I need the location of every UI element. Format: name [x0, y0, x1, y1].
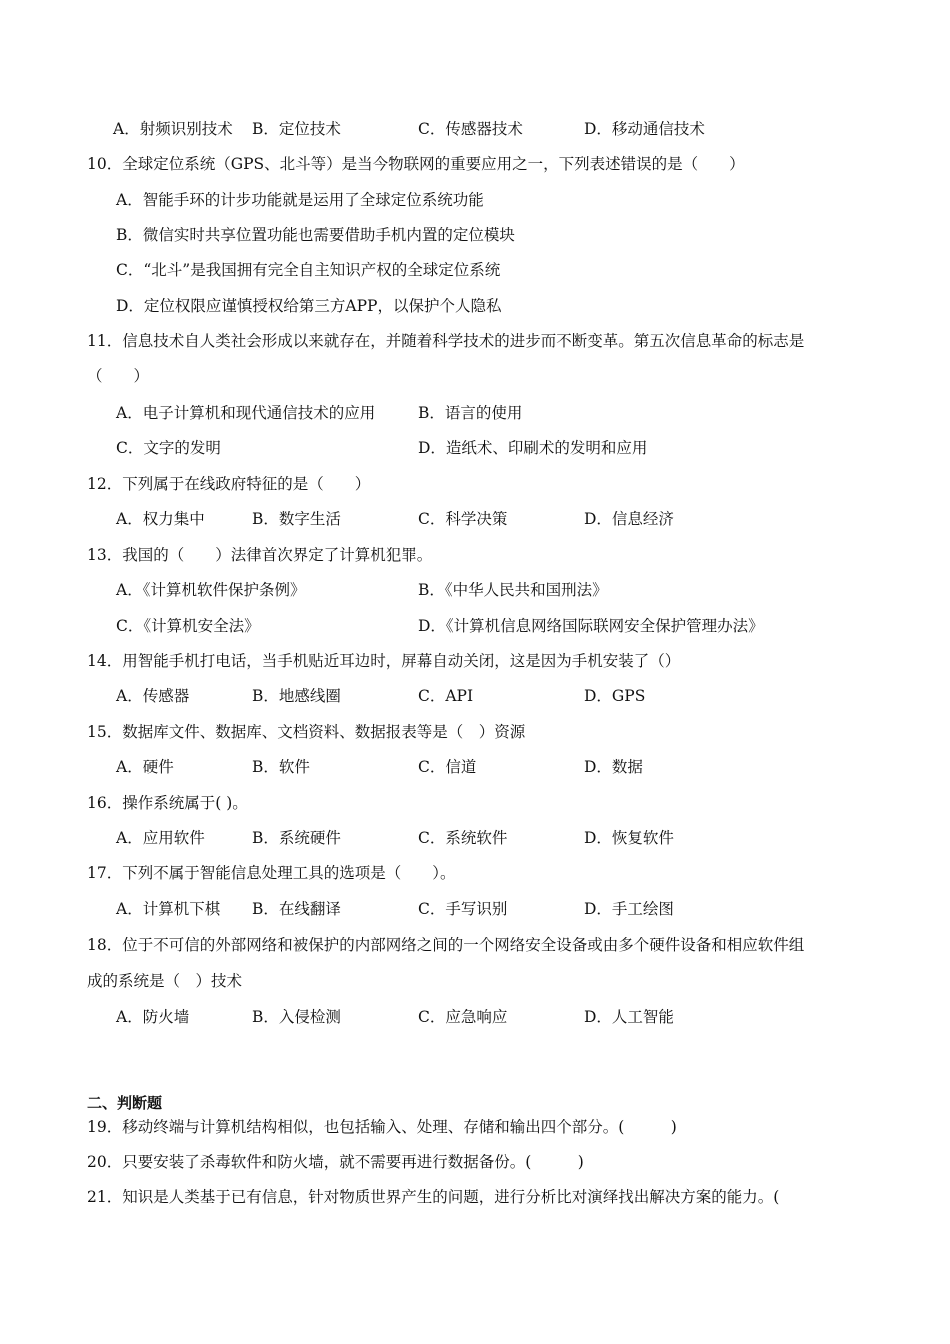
q10-option-a: A．智能手环的计步功能就是运用了全球定位系统功能	[116, 191, 484, 209]
q13-option-c: C．《计算机安全法》	[116, 617, 260, 635]
q10-option-d: D．定位权限应谨慎授权给第三方APP，以保护个人隐私	[116, 297, 502, 315]
q13-stem: 13．我国的（ ）法律首次界定了计算机犯罪。	[87, 546, 433, 564]
q17-stem: 17．下列不属于智能信息处理工具的选项是（ ）。	[87, 864, 456, 882]
q11-stem-continued: （ ）	[87, 367, 150, 385]
q11-option-d: D．造纸术、印刷术的发明和应用	[418, 439, 648, 457]
q9-option-b: B．定位技术	[252, 120, 341, 138]
q12-option-a: A．权力集中	[116, 510, 205, 528]
q16-option-a: A．应用软件	[116, 829, 205, 847]
q15-option-c: C．信道	[418, 758, 477, 776]
q10-option-b: B．微信实时共享位置功能也需要借助手机内置的定位模块	[116, 226, 515, 244]
q18-option-c: C．应急响应	[418, 1008, 508, 1026]
q18-option-d: D．人工智能	[584, 1008, 674, 1026]
q14-option-b: B．地感线圈	[252, 687, 341, 705]
q16-stem: 16．操作系统属于( )。	[87, 794, 248, 812]
q10-stem: 10．全球定位系统（GPS、北斗等）是当今物联网的重要应用之一，下列表述错误的是（ ）	[87, 155, 745, 173]
q11-option-a: A．电子计算机和现代通信技术的应用	[116, 404, 376, 422]
q15-option-b: B．软件	[252, 758, 310, 776]
q9-option-d: D．移动通信技术	[584, 120, 705, 138]
q17-option-c: C．手写识别	[418, 900, 508, 918]
q13-option-b: B．《中华人民共和国刑法》	[418, 581, 608, 599]
q18-option-a: A．防火墙	[116, 1008, 190, 1026]
q21-stem: 21．知识是人类基于已有信息，针对物质世界产生的问题，进行分析比对演绎找出解决方案的能力。(	[87, 1188, 780, 1206]
q18-stem: 18．位于不可信的外部网络和被保护的内部网络之间的一个网络安全设备或由多个硬件设备和相应软件组	[87, 936, 805, 954]
q17-option-b: B．在线翻译	[252, 900, 341, 918]
q13-option-d: D．《计算机信息网络国际联网安全保护管理办法》	[418, 617, 764, 635]
q14-option-c: C．API	[418, 687, 474, 705]
q12-option-b: B．数字生活	[252, 510, 341, 528]
q15-stem: 15．数据库文件、数据库、文档资料、数据报表等是（ ）资源	[87, 723, 526, 741]
q12-stem: 12．下列属于在线政府特征的是（ ）	[87, 475, 371, 493]
q20-stem: 20．只要安装了杀毒软件和防火墙，就不需要再进行数据备份。( )	[87, 1153, 584, 1171]
q16-option-d: D．恢复软件	[584, 829, 674, 847]
q18-option-b: B．入侵检测	[252, 1008, 341, 1026]
q11-option-b: B．语言的使用	[418, 404, 523, 422]
q14-stem: 14．用智能手机打电话，当手机贴近耳边时，屏幕自动关闭，这是因为手机安装了（）	[87, 652, 681, 670]
q15-option-a: A．硬件	[116, 758, 174, 776]
q11-option-c: C．文字的发明	[116, 439, 221, 457]
q17-option-a: A．计算机下棋	[116, 900, 221, 918]
q19-stem: 19．移动终端与计算机结构相似，也包括输入、处理、存储和输出四个部分。( )	[87, 1118, 677, 1136]
q17-option-d: D．手工绘图	[584, 900, 674, 918]
q13-option-a: A．《计算机软件保护条例》	[116, 581, 306, 599]
q10-option-c: C．“北斗”是我国拥有完全自主知识产权的全球定位系统	[116, 261, 501, 279]
q9-option-a: A．射频识别技术	[113, 120, 233, 138]
q18-stem-continued: 成的系统是（ ）技术	[87, 972, 243, 990]
q16-option-c: C．系统软件	[418, 829, 508, 847]
q16-option-b: B．系统硬件	[252, 829, 341, 847]
q15-option-d: D．数据	[584, 758, 643, 776]
q14-option-d: D．GPS	[584, 687, 646, 705]
q12-option-d: D．信息经济	[584, 510, 674, 528]
q9-option-c: C．传感器技术	[418, 120, 523, 138]
section-heading-true-false: 二、判断题	[87, 1094, 163, 1112]
q12-option-c: C．科学决策	[418, 510, 508, 528]
q14-option-a: A．传感器	[116, 687, 190, 705]
q11-stem: 11．信息技术自人类社会形成以来就存在，并随着科学技术的进步而不断变革。第五次信息革命的标志是	[87, 332, 805, 350]
